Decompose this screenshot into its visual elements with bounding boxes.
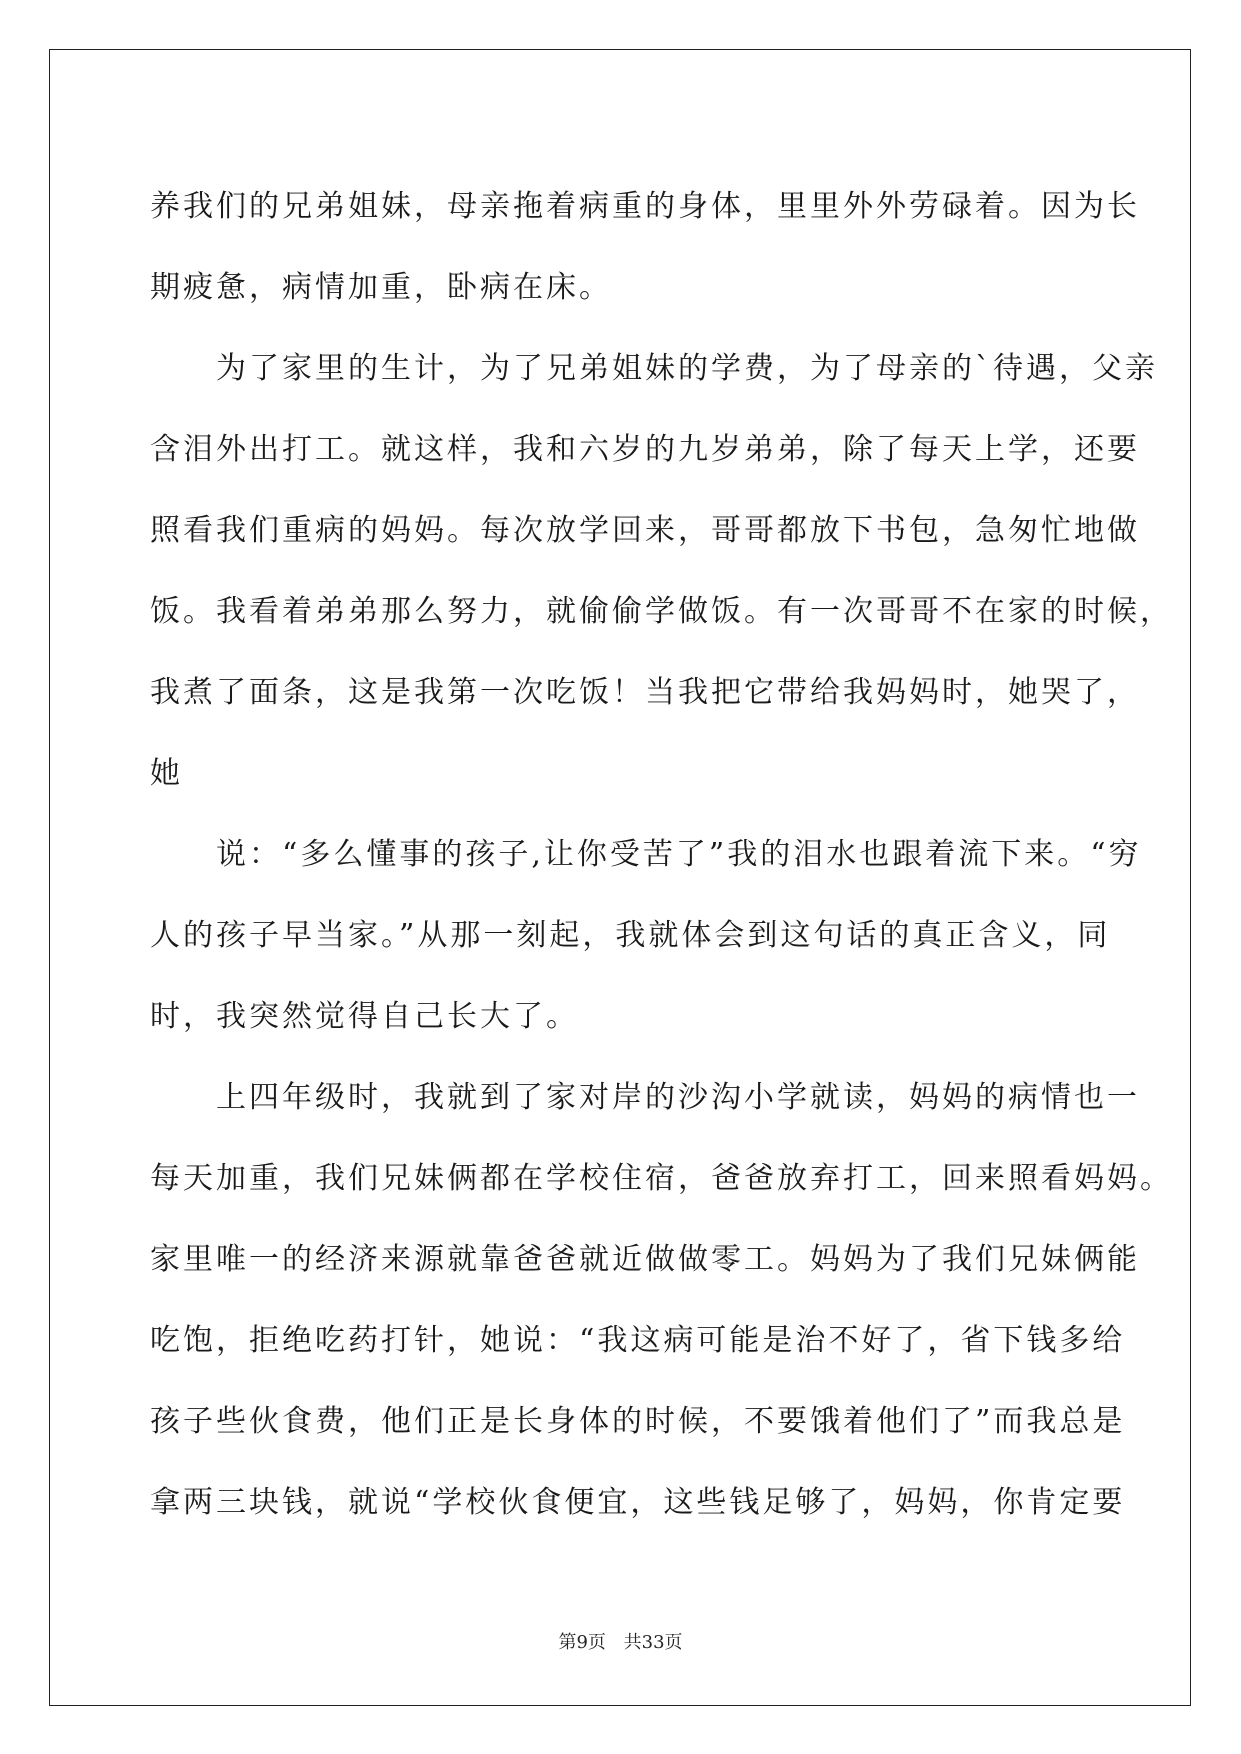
text-line: 我煮了面条，这是我第一次吃饭！当我把它带给我妈妈时，她哭了， — [150, 675, 1140, 710]
text-line: 时，我突然觉得自己长大了。 — [150, 999, 579, 1034]
text-line: 每天加重，我们兄妹俩都在学校住宿，爸爸放弃打工，回来照看妈妈。 — [150, 1161, 1173, 1196]
text-line: 拿两三块钱，就说“学校伙食便宜，这些钱足够了，妈妈，你肯定要 — [150, 1485, 1126, 1520]
text-line: 养我们的兄弟姐妹，母亲拖着病重的身体，里里外外劳碌着。因为长 — [150, 189, 1140, 224]
page-footer — [0, 1628, 1241, 1654]
text-line: 吃饱，拒绝吃药打针，她说：“我这病可能是治不好了，省下钱多给 — [150, 1323, 1126, 1358]
text-line: 她 — [150, 756, 183, 791]
text-line: 人的孩子早当家。”从那一刻起，我就体会到这句话的真正含义，同 — [150, 918, 1111, 953]
text-line: 饭。我看着弟弟那么努力，就偷偷学做饭。有一次哥哥不在家的时候， — [150, 594, 1173, 629]
text-line: 上四年级时，我就到了家对岸的沙沟小学就读，妈妈的病情也一 — [150, 1080, 1140, 1115]
text-line: 为了家里的生计，为了兄弟姐妹的学费，为了母亲的`待遇，父亲 — [150, 351, 1158, 386]
text-line: 说：“多么懂事的孩子,让你受苦了”我的泪水也跟着流下来。“穷 — [150, 837, 1142, 872]
page-number: 第9页 — [558, 1632, 606, 1653]
text-line: 照看我们重病的妈妈。每次放学回来，哥哥都放下书包，急匆忙地做 — [150, 513, 1140, 548]
document-body — [150, 166, 1173, 1543]
text-line: 期疲惫，病情加重，卧病在床。 — [150, 270, 612, 305]
text-line: 孩子些伙食费，他们正是长身体的时候，不要饿着他们了”而我总是 — [150, 1404, 1126, 1439]
page-total: 共33页 — [623, 1632, 683, 1653]
text-line: 含泪外出打工。就这样，我和六岁的九岁弟弟，除了每天上学，还要 — [150, 432, 1140, 467]
text-line: 家里唯一的经济来源就靠爸爸就近做做零工。妈妈为了我们兄妹俩能 — [150, 1242, 1140, 1277]
